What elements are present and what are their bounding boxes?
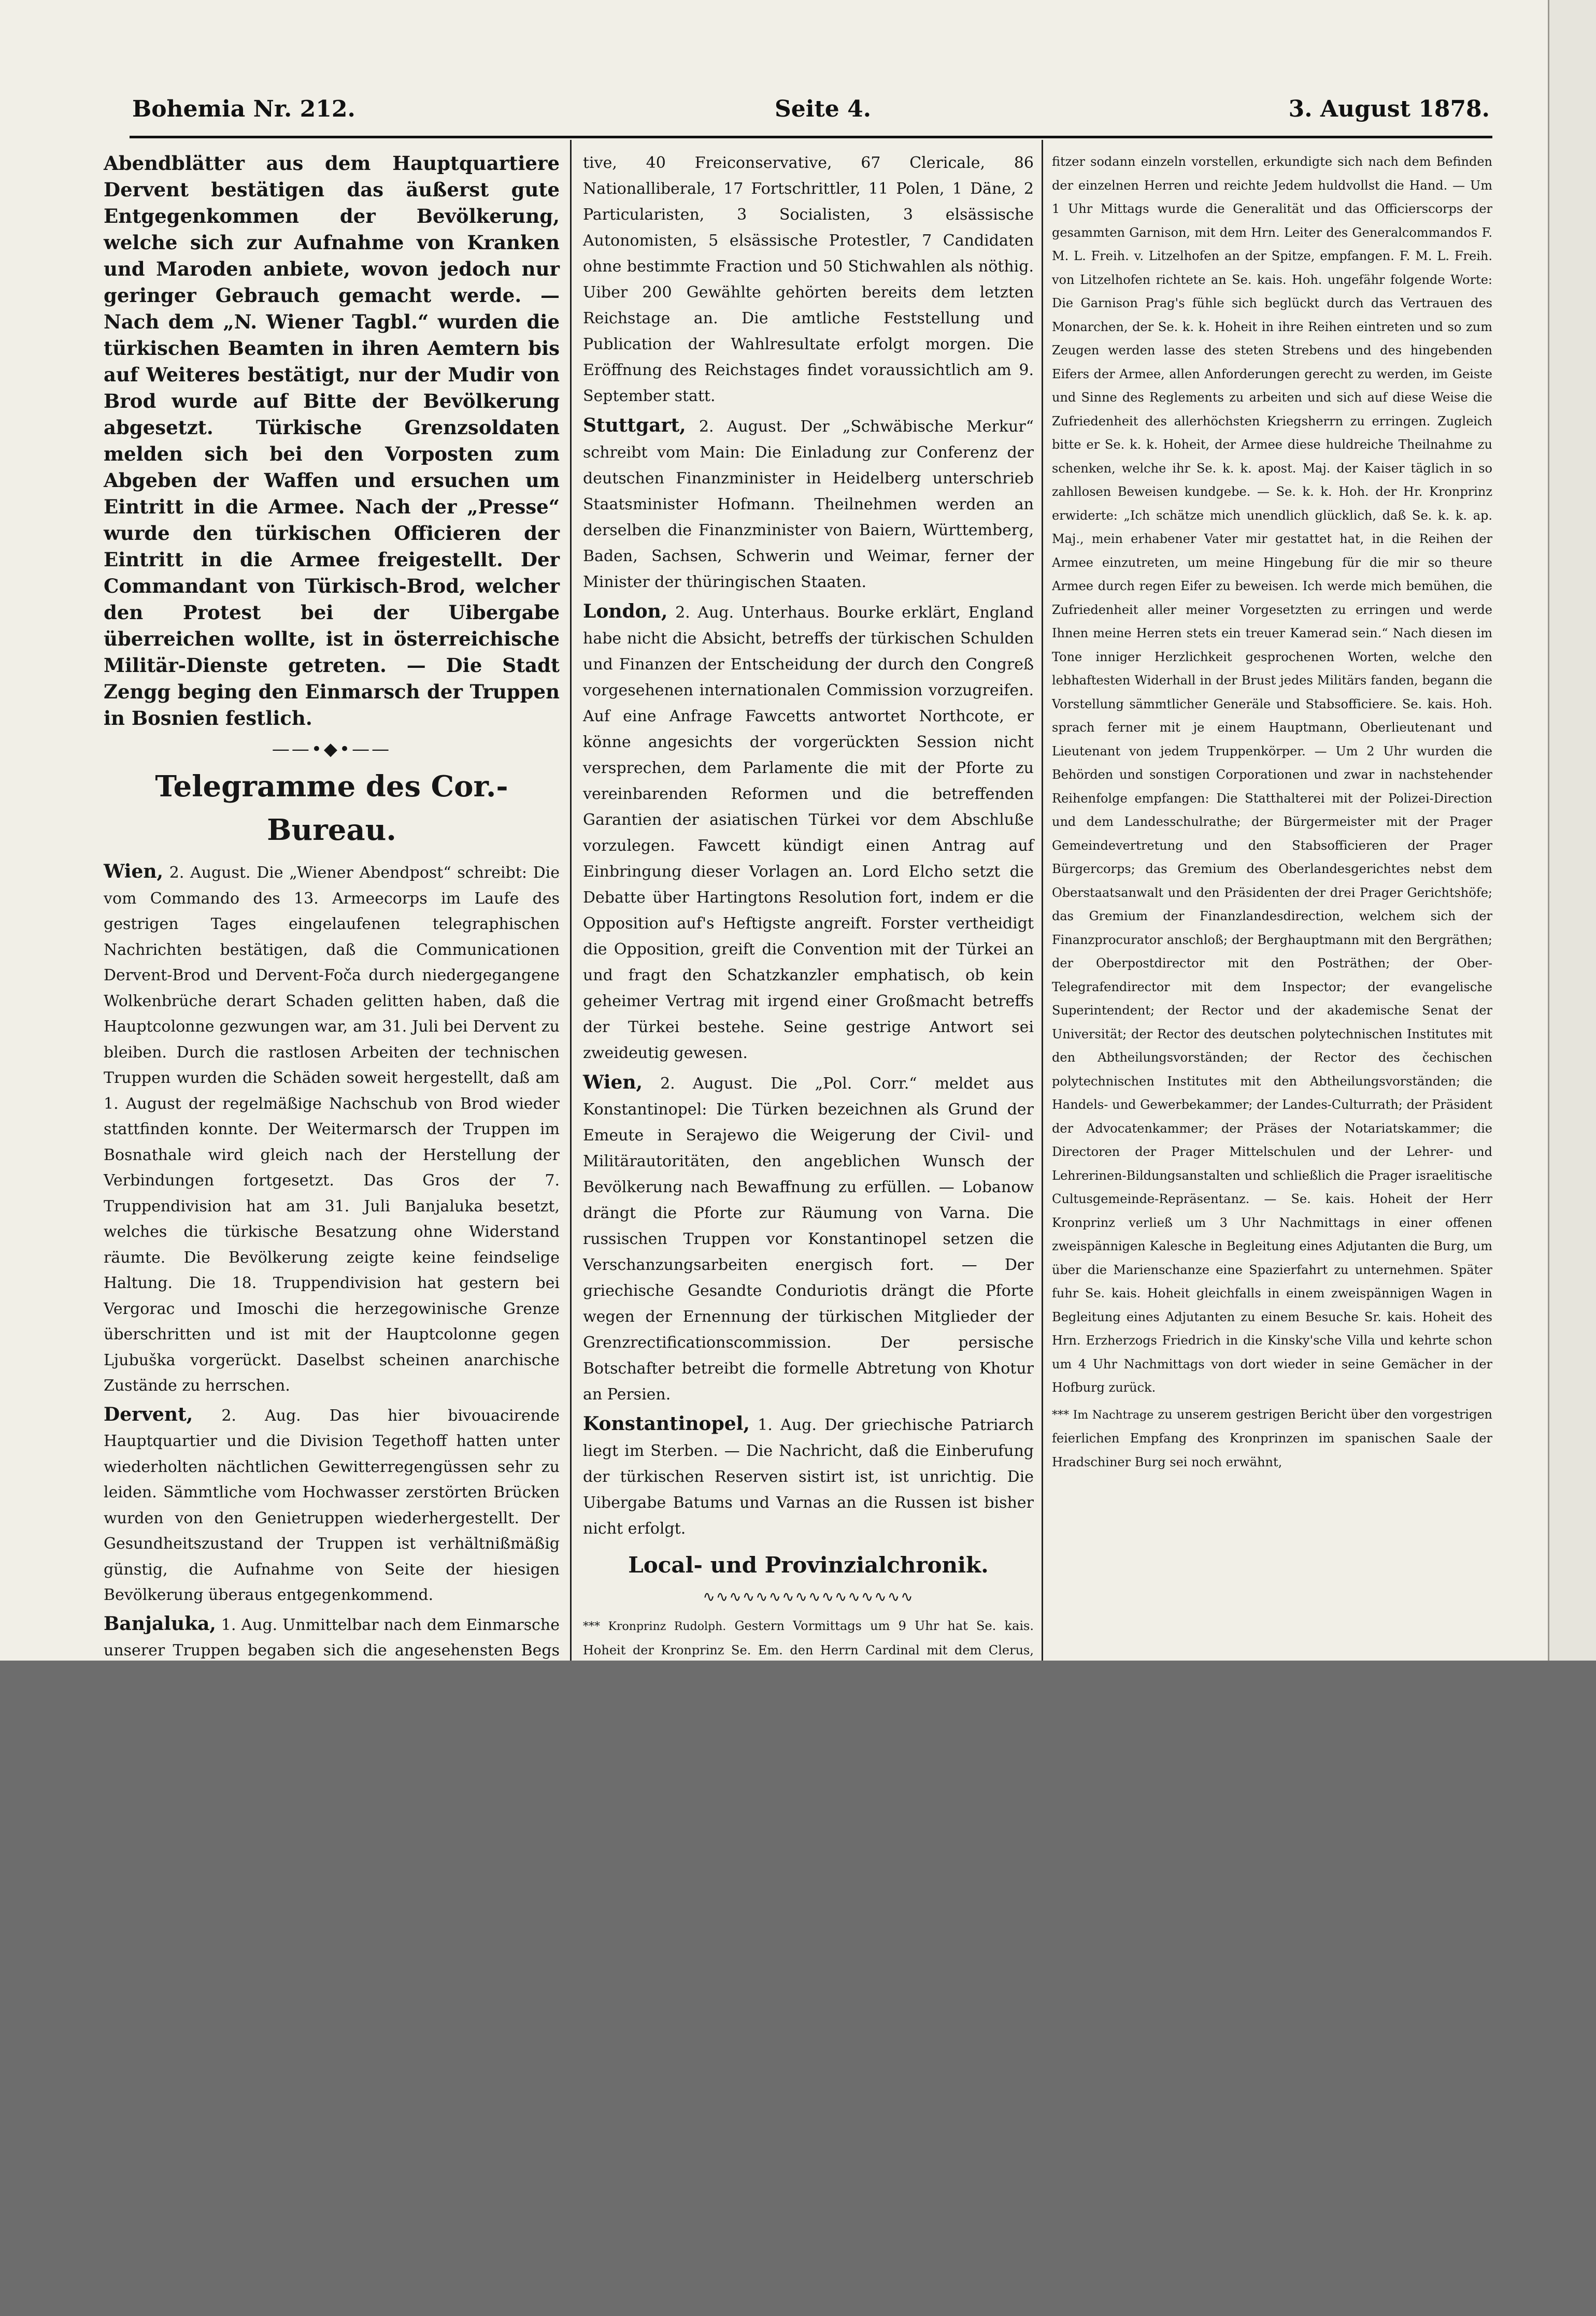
dateline-place: London, <box>583 601 668 622</box>
header-rule <box>130 136 1492 138</box>
dateline-place: Wien, <box>583 1071 643 1093</box>
dateline-place: Konstantinopel, <box>583 1413 750 1435</box>
scan-background-area <box>0 1661 1596 2316</box>
header-date: 3. August 1878. <box>1288 96 1490 122</box>
column-rule-2 <box>1042 140 1043 1661</box>
wavy-divider: ∿∿∿∿∿∿∿∿∿∿∿∿∿∿∿∿ <box>703 1588 914 1605</box>
article-paragraph: tive, 40 Freiconservative, 67 Clericale, 86 Nationalliberale, 17 Fortschrittler, 11 Polen, 1 Däne, 2 Particularisten, 3 Socialisten, 3 elsässische Autonomisten, 5 elsässische Protestler, 7 Candidaten ohne bestimmte Fraction und 50 Stichwahlen als nöthig. Uiber 200 Gewählte gehörten bereits dem letzten Reichstage an. Die amtliche Feststellung und Publication der Wahlresultate erfolgt morgen. Die Eröffnung des Reichstages findet voraussichtlich am 9. September statt. <box>583 154 1034 405</box>
paragraph-text: 2. Aug. Unterhaus. Bourke erklärt, England habe nicht die Absicht, betreffs der türkischen Schulden und Finanzen der Entscheidung der durch den Congreß vorgesehenen internationalen Commission vorzugreifen. Auf eine Anfrage Fawcetts antwortet Northcote, er könne angesichts der vorgerückten Session nicht versprechen, dem Parlamente die mit der Pforte zu vereinbarenden Reformen und die betreffenden Garantien der asiatischen Türkei vor dem Abschluße vorzulegen. Fawcett kündigt einen Antrag auf Einbringung dieser Vorlagen an. Lord Elcho setzt die Debatte über Hartingtons Resolution fort, indem er die Opposition auf's Heftigste angreift. Forster vertheidigt die Opposition, greift die Convention mit der Türkei an und fragt den Schatzkanzler emphatisch, ob kein geheimer Vertrag mit irgend einer Großmacht betreffs der Türkei bestehe. Seine gestrige Antwort sei zweideutig gewesen. <box>583 604 1034 1062</box>
header-page-number: Seite 4. <box>775 96 872 122</box>
article-paragraph <box>104 1402 560 1608</box>
next-page-edge <box>1548 0 1596 1661</box>
article-paragraph: fitzer sodann einzeln vorstellen, erkundigte sich nach dem Befinden der einzelnen Herren und reichte Jedem huldvollst die Hand. — Um 1 Uhr Mittags wurde die Generalität und das Officierscorps der gesammten Garnison, mit dem Hrn. Leiter des Generalcommandos F. M. L. Freih. v. Litzelhofen an der Spitze, empfangen. F. M. L. Freih. von Litzelhofen richtete an Se. kais. Hoh. ungefähr folgende Worte: Die Garnison Prag's fühle sich beglückt durch das Vertrauen des Monarchen, der Se. k. k. Hoheit in ihre Reihen eintreten und so zum Zeugen werden lasse des steten Strebens und des hingebenden Eifers der Armee, allen Anforderungen gerecht zu werden, im Geiste und Sinne des Reglements zu arbeiten und sich auf diese Weise die Zufriedenheit des allerhöchsten Kriegsherrn zu erringen. Zugleich bitte er Se. k. k. Hoheit, der Armee diese huldreiche Theilnahme zu schenken, welche ihr Se. k. k. apost. Maj. der Kaiser täglich in so zahllosen Beweisen kundgebe. — Se. k. k. Hoh. der Hr. Kronprinz erwiderte: „Ich schätze mich unendlich glücklich, daß Se. k. k. ap. Maj., mein erhabener Vater mir gestattet hat, in die Reihen der Armee einzutreten, um meine Hingebung für die mir so theure Armee durch regen Eifer zu beweisen. Ich werde mich bemühen, die Zufriedenheit aller meiner Vorgesetzten zu erringen und werde Ihnen meine Herren stets ein treuer Kamerad sein.“ Nach diesen im Tone inniger Herzlichkeit gesprochenen Worten, welche den lebhaftesten Widerhall in der Brust jedes Militärs fanden, begann die Vorstellung sämmtlicher Generäle und Stabsofficiere. Se. kais. Hoh. sprach ferner mit je einem Hauptmann, Oberlieutenant und Lieutenant von jedem Truppenkörper. — Um 2 Uhr wurden die Behörden und sonstigen Corporationen und zwar in nachstehender Reihenfolge empfangen: Die Statthalterei mit der Polizei-Direction und dem Landesschulrathe; der Bürgermeister mit der Prager Gemeindevertretung und den Stabsofficieren der Prager Bürgercorps; das Gremium des Oberlandesgerichtes nebst dem Oberstaatsanwalt und den Präsidenten der drei Prager Gerichtshöfe; das Gremium der Finanzlandesdirection, welchem sich der Finanzprocurator anschloß; der Berghauptmann mit den Bergräthen; der Oberpostdirector mit den Posträthen; der Ober-Telegrafendirector mit dem Inspector; der evangelische Superintendent; der Rector und der akademische Senat der Universität; der Rector des deutschen polytechnischen Institutes mit den Abtheilungsvorständen; der Rector des čechischen polytechnischen Institutes mit den Abtheilungsvorständen; die Handels- und Gewerbekammer; der Landes-Culturrath; der Präsident der Advocatenkammer; der Präses der Notariatskammer; die Directoren der Prager Mittelschulen und der Lehrer- und Lehrerinen-Bildungsanstalten und schließlich die Prager israelitische Cultusgemeinde-Repräsentanz. — Se. kais. Hoheit der Herr Kronprinz verließ um 3 Uhr Nachmittags in einer offenen zweispännigen Kalesche in Begleitung eines Adjutanten die Burg, um über die Marienschanze eine Spazierfahrt zu unternehmen. Später fuhr Se. kais. Hoheit gleichfalls in einem zweispännigen Wagen in Begleitung eines Adjutanten zu einem Besuche Sr. kais. Hoheit des Hrn. Erzherzogs Friedrich in die Kinsky'sche Villa und kehrte schon um 4 Uhr Nachmittags von dort wieder in seine Gemächer in der Hofburg zurück. <box>1052 154 1492 1395</box>
page-header <box>132 96 1490 132</box>
paragraph-text: Gestern Vormittags um 9 Uhr hat Se. kais. Hoheit der Kronprinz Se. Em. den Herrn Cardinal mit dem Clerus, <box>583 1619 1034 1657</box>
column-rule-1 <box>570 140 572 1661</box>
paragraph-text: 2. August. Die „Pol. Corr.“ meldet aus Konstantinopel: Die Türken bezeichnen als Grund der Emeute in Serajewo die Weigerung der Civil- und Militärautoritäten, den angeblichen Wunsch der Bevölkerung nach Bewaffnung zu erfüllen. — Lobanow drängt die Pforte zur Räumung von Varna. Die russischen Truppen vor Konstantinopel setzen die Verschanzungsarbeiten energisch fort. — Der griechische Gesandte Conduriotis drängt die Pforte wegen der Ernennung der türkischen Mitglieder der Grenzrectificationscommission. Der persische Botschafter betreibt die formelle Abtretung von Khotur an Persien. <box>583 1075 1034 1404</box>
paragraph-sign: *** Im Nachtrage <box>1052 1408 1154 1422</box>
paragraph-text: 1. Aug. Unmittelbar nach dem Einmarsche unserer Truppen begaben sich die angesehensten Begs <box>104 1616 560 1660</box>
dateline-place: Banjaluka, <box>104 1612 216 1635</box>
paragraph-text: 2. August. Die „Wiener Abendpost“ schreibt: Die vom Commando des 13. Armeecorps im Laufe des gestrigen Tages eingelaufenen telegraphischen Nachrichten bestätigen, daß die Communicationen Dervent-Brod und Dervent-Foča durch niedergegangene Wolkenbrüche derart Schaden gelitten haben, daß die Hauptcolonne gezwungen war, am 31. Juli bei Dervent zu bleiben. Durch die rastlosen Arbeiten der technischen Truppen wurden die Schäden soweit hergestellt, daß am 1. August der regelmäßige Nachschub von Brod wieder stattfinden konnte. Der Weitermarsch der Truppen im Bosnathale wird gleich nach der Herstellung der Verbindungen fortgesetzt. Das Gros der 7. Truppendivision hat am 31. Juli Banjaluka besetzt, welches die türkische Besatzung ohne Widerstand räumte. Die Bevölkerung zeigte keine feindselige Haltung. Die 18. Truppendivision hat gestern bei Vergorac und Imoschi die herzegowinische Grenze überschritten und ist mit der Hauptcolonne gegen Ljubuška vorgerückt. Daselbst scheinen anarchische Zustände zu herrschen. <box>104 864 560 1395</box>
dateline-place: Stuttgart, <box>583 414 686 436</box>
article-paragraph <box>1052 1403 1492 1475</box>
section-heading-local: Local- und Provinzialchronik. <box>628 1552 989 1578</box>
article-paragraph <box>104 859 560 1399</box>
dateline-place: Wien, <box>104 861 164 882</box>
section-heading-telegrams: Telegramme des Cor.-Bureau. <box>155 769 508 847</box>
article-paragraph <box>583 598 1034 1066</box>
paragraph-text: 1. Aug. Der griechische Patriarch liegt im Sterben. — Die Nachricht, daß die Einberufung der türkischen Reserven sistirt ist, ist unrichtig. Die Uibergabe Batums und Varnas an die Russen ist bisher nicht erfolgt. <box>583 1416 1034 1538</box>
article-paragraph <box>583 412 1034 595</box>
column-1 <box>104 150 560 1661</box>
paragraph-text: 2. Aug. Das hier bivouacirende Hauptquartier und die Division Tegethoff hatten unter wiederholten nächtlichen Gewitterregengüssen sehr zu leiden. Sämmtliche vom Hochwasser zerstörten Brücken wurden von den Genietruppen wiederhergestellt. Der Gesundheitszustand der Truppen ist verhältnißmäßig günstig, die Aufnahme von Seite der hiesigen Bevölkerung überaus entgegenkommend. <box>104 1406 560 1604</box>
lead-paragraph: Abendblätter aus dem Hauptquartiere Dervent bestätigen das äußerst gute Entgegenkommen der Bevölkerung, welche sich zur Aufnahme von Kranken und Maroden anbiete, wovon jedoch nur geringer Gebrauch gemacht werde. — Nach dem „N. Wiener Tagbl.“ wurden die türkischen Beamten in ihren Aemtern bis auf Weiteres bestätigt, nur der Mudir von Brod wurde auf Bitte der Bevölkerung abgesetzt. Türkische Grenzsoldaten melden sich bei den Vorposten zum Abgeben der Waffen und ersuchen um Eintritt in die Armee. Nach der „Presse“ wurde den türkischen Officieren der Eintritt in die Armee freigestellt. Der Commandant von Türkisch-Brod, welcher den Protest bei der Uibergabe überreichen wollte, ist in österreichische Militär-Dienste getreten. — Die Stadt Zengg beging den Einmarsch der Truppen in Bosnien festlich. <box>104 152 560 730</box>
column-2 <box>583 150 1034 1661</box>
column-3 <box>1052 150 1492 1661</box>
paragraph-text: zu unserem gestrigen Bericht über den vorgestrigen feierlichen Empfang des Kronprinzen im spanischen Saale der Hradschiner Burg sei noch erwähnt, <box>1052 1407 1492 1469</box>
dateline-place: Dervent, <box>104 1403 193 1425</box>
header-publication: Bohemia Nr. 212. <box>132 96 355 122</box>
ornament-divider: ——•◆•—— <box>272 739 392 760</box>
paragraph-sign: *** Kronprinz Rudolph. <box>583 1620 726 1633</box>
article-paragraph <box>583 1411 1034 1542</box>
paragraph-text: 2. August. Der „Schwäbische Merkur“ schreibt vom Main: Die Einladung zur Conferenz der deutschen Finanzminister in Heidelberg unterschrieb Staatsminister Hofmann. Theilnehmen werden an derselben die Finanzminister von Baiern, Württemberg, Baden, Sachsen, Schwerin und Weimar, ferner der Minister der thüringischen Staaten. <box>583 418 1034 591</box>
article-paragraph <box>583 1069 1034 1408</box>
